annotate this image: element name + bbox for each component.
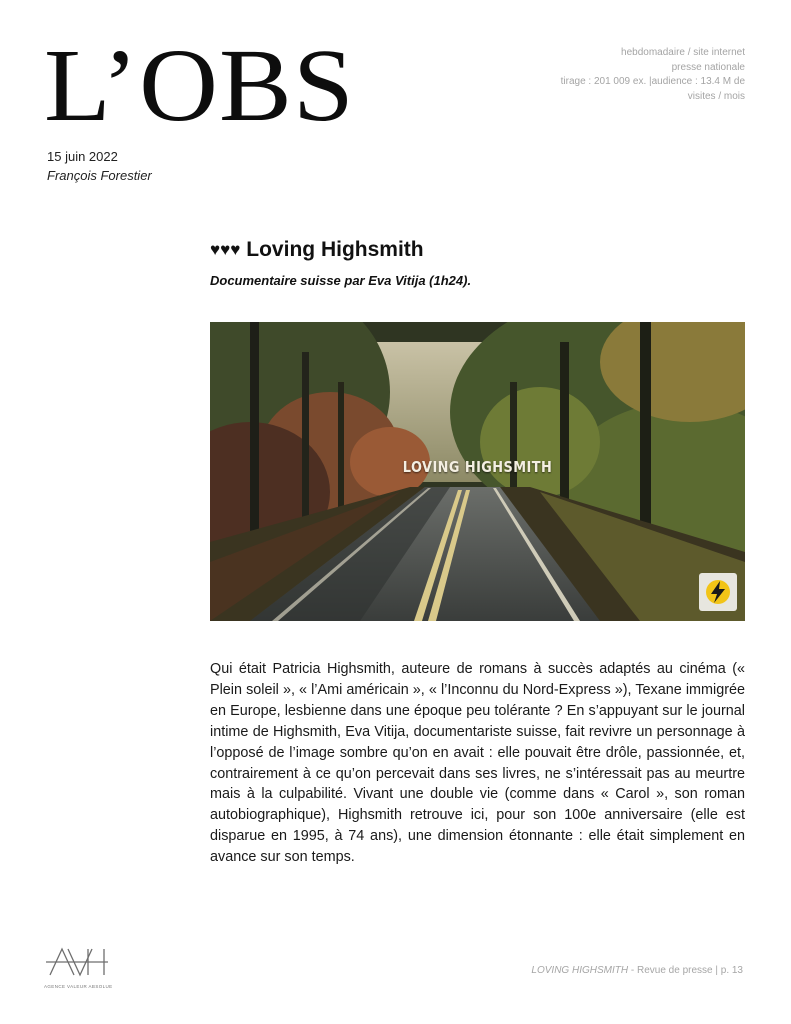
film-still-image [210,322,745,621]
article-title-text: Loving Highsmith [246,238,424,261]
publication-meta [515,46,745,104]
lightning-bolt-icon [699,573,737,611]
masthead [44,28,355,143]
agency-logo [44,947,114,989]
publication-date: 15 juin 2022 [47,149,118,164]
article-body: Qui était Patricia Highsmith, auteure de romans à succès adaptés au cinéma (« Plein soleil », « l’Ami américain », « l’Inconnu du Nord-Express »), Texane immigrée en Europe, lesbienne dans une époque peu tolérante ? En s’appuyant sur le journal intime de Highsmith, Eva Vitija, documentariste suisse, fait revivre un personnage à l’opposé de l’image sombre qu’on en avait : elle pouvait être drôle, passionnée, et, contrairement à ce qu’on percevait dans ses livres, ne s’intéressait pas au meurtre mais à la culpabilité. Vivant une double vie (comme dans « Carol », son roman autobiographique), Highsmith retrouve ici, pour son 100e anniversaire (elle est disparue en 1995, à 74 ans), une dimension étonnante : elle était simplement en avance sur son temps. [210,661,745,866]
publication-logo: L’OBS [44,28,355,143]
meta-line: tirage : 201 009 ex. |audience : 13.4 M de [560,76,745,87]
page-footer [531,965,743,976]
film-still-title: LOVING HIGHSMITH [402,458,553,476]
meta-line: presse nationale [671,61,745,73]
agency-caption: AGENCE VALEUR ABSOLUE [44,984,113,989]
meta-line: visites / mois [687,90,745,102]
article-subtitle: Documentaire suisse par Eva Vitija (1h24). [210,273,472,288]
meta-line: hebdomadaire / site internet [621,47,745,58]
footer-section: - Revue de presse | p. 13 [628,965,743,976]
rating-hearts: ♥♥♥ [210,240,241,259]
article-author: François Forestier [47,168,152,183]
article-header [210,236,745,288]
article-title [210,236,745,264]
avh-logo-icon [44,947,110,977]
footer-film-title: LOVING HIGHSMITH [531,965,629,976]
